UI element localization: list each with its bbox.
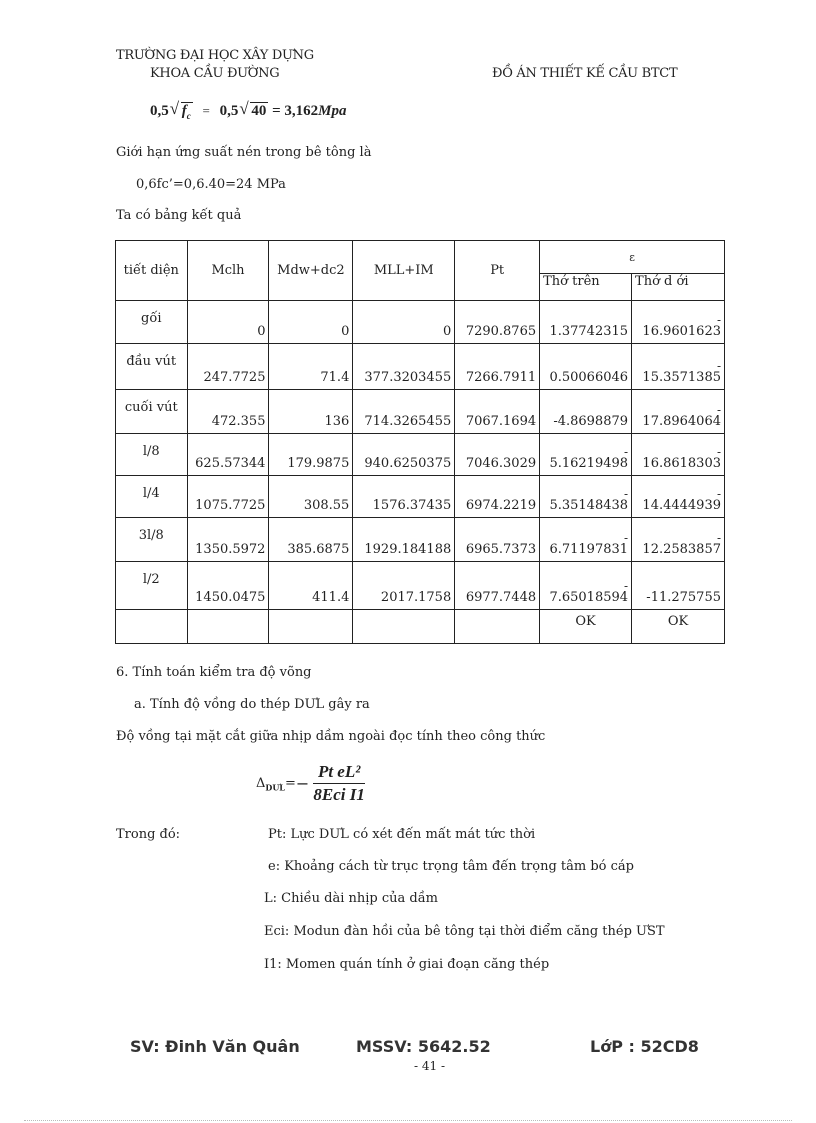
def-e: e: Khoảng cách từ trục trọng tâm đến trọng tâm bó cáp xyxy=(268,859,634,874)
cell-pt: 7067.1694 xyxy=(455,390,540,434)
table-row xyxy=(116,518,725,562)
cell-bottom: - 12.2583857 xyxy=(632,518,725,562)
ok-bottom: OK xyxy=(632,610,725,644)
ok-top: OK xyxy=(540,610,632,644)
row-label: l/8 xyxy=(116,434,188,476)
cell-mdw: 0 xyxy=(269,301,353,344)
compress-limit-value: 0,6fc’=0,6.40=24 MPa xyxy=(136,177,286,192)
table-ok-row xyxy=(116,610,725,644)
cell-top: - 5.16219498 xyxy=(540,434,632,476)
row-label: 3l/8 xyxy=(116,518,188,562)
cell-mclh: 472.355 xyxy=(187,390,269,434)
cell-mdw: 71.4 xyxy=(269,344,353,390)
cell-bottom: - 16.8618303 xyxy=(632,434,725,476)
cell-pt: 6965.7373 xyxy=(455,518,540,562)
header-bottom-fiber: Thớ d ới xyxy=(632,274,725,301)
table-header-row xyxy=(116,241,725,274)
cell-mdw: 411.4 xyxy=(269,562,353,610)
cell-mll: 0 xyxy=(353,301,455,344)
section-6-heading: 6. Tính toán kiểm tra độ võng xyxy=(116,665,312,680)
def-l: L: Chiều dài nhịp của dầm xyxy=(264,891,438,906)
cell-pt: 6977.7448 xyxy=(455,562,540,610)
cell-bottom: - 16.9601623 xyxy=(632,301,725,344)
table-row xyxy=(116,344,725,390)
page-bottom-divider xyxy=(24,1120,792,1121)
row-label: l/4 xyxy=(116,476,188,518)
faculty-name: KHOA CẦU ĐƯỜNG xyxy=(150,66,280,81)
footer-class: LớP : 52CD8 xyxy=(590,1037,699,1056)
header-section: tiết diện xyxy=(116,241,188,301)
cell-mdw: 385.6875 xyxy=(269,518,353,562)
row-label: cuối vút xyxy=(116,390,188,434)
where-label: Trong đó: xyxy=(116,827,181,842)
cell-top: - 5.35148438 xyxy=(540,476,632,518)
cell-top: 0.50066046 xyxy=(540,344,632,390)
empty-cell xyxy=(187,610,269,644)
cell-mclh: 625.57344 xyxy=(187,434,269,476)
cell-pt: 7290.8765 xyxy=(455,301,540,344)
table-row xyxy=(116,390,725,434)
row-label: l/2 xyxy=(116,562,188,610)
row-label: đầu vút xyxy=(116,344,188,390)
empty-cell xyxy=(455,610,540,644)
section-6a-heading: a. Tính độ vồng do thép DƯL gây ra xyxy=(134,697,370,712)
cell-mdw: 136 xyxy=(269,390,353,434)
table-row xyxy=(116,476,725,518)
empty-cell xyxy=(353,610,455,644)
table-row xyxy=(116,301,725,344)
footer-student: SV: Đinh Văn Quân xyxy=(130,1037,300,1056)
cell-top: - 7.65018594 xyxy=(540,562,632,610)
footer-mssv: MSSV: 5642.52 xyxy=(356,1037,491,1056)
school-name: TRƯỜNG ĐẠI HỌC XÂY DỰNG xyxy=(116,48,314,63)
deflection-formula: $\Delta_{DƯL}=-$ $\frac{\text{Pt eL²}}{\text{8Eci I1}}$ xyxy=(256,762,365,804)
def-eci: Eci: Modun đàn hồi của bê tông tại thời điểm căng thép ƯST xyxy=(264,924,665,939)
cell-pt: 6974.2219 xyxy=(455,476,540,518)
cell-mdw: 179.9875 xyxy=(269,434,353,476)
def-i1: I1: Momen quán tính ở giai đoạn căng thép xyxy=(264,957,550,972)
header-top-fiber: Thớ trên xyxy=(540,274,632,301)
table-row xyxy=(116,434,725,476)
cell-bottom: -11.275755 xyxy=(632,562,725,610)
cell-bottom: - 17.8964064 xyxy=(632,390,725,434)
cell-bottom: - 15.3571385 xyxy=(632,344,725,390)
def-pt: Pt: Lực DƯL có xét đến mất mát tức thời xyxy=(268,827,536,842)
header-mll: MLL+IM xyxy=(353,241,455,301)
cell-pt: 7046.3029 xyxy=(455,434,540,476)
project-title: ĐỒ ÁN THIẾT KẾ CẦU BTCT xyxy=(492,66,678,81)
empty-cell xyxy=(116,610,188,644)
cell-mll: 1576.37435 xyxy=(353,476,455,518)
stress-limit-formula: 0,5√ $f_c = 0,5√$ 40 = 3,162Mpa xyxy=(150,102,347,121)
cell-mll: 1929.184188 xyxy=(353,518,455,562)
header-mclh: Mclh xyxy=(187,241,269,301)
cell-mll: 714.3265455 xyxy=(353,390,455,434)
cell-mclh: 1450.0475 xyxy=(187,562,269,610)
deflection-intro: Độ vồng tại mặt cắt giữa nhịp dầm ngoài đọc tính theo công thức xyxy=(116,729,546,744)
table-row xyxy=(116,562,725,610)
cell-mdw: 308.55 xyxy=(269,476,353,518)
cell-mclh: 1075.7725 xyxy=(187,476,269,518)
cell-mclh: 0 xyxy=(187,301,269,344)
cell-mll: 377.3203455 xyxy=(353,344,455,390)
cell-mll: 2017.1758 xyxy=(353,562,455,610)
deflection-fraction: $\frac{\text{Pt eL²}}{\text{8Eci I1}}$ xyxy=(313,762,365,804)
cell-mclh: 247.7725 xyxy=(187,344,269,390)
cell-mll: 940.6250375 xyxy=(353,434,455,476)
table-intro: Ta có bảng kết quả xyxy=(116,208,242,223)
row-label: gối xyxy=(116,301,188,344)
compress-limit-text: Giới hạn ứng suất nén trong bê tông là xyxy=(116,145,372,160)
cell-top: 1.37742315 xyxy=(540,301,632,344)
cell-pt: 7266.7911 xyxy=(455,344,540,390)
cell-top: - 6.71197831 xyxy=(540,518,632,562)
cell-top: -4.8698879 xyxy=(540,390,632,434)
empty-cell xyxy=(269,610,353,644)
cell-bottom: - 14.4444939 xyxy=(632,476,725,518)
header-epsilon: ε xyxy=(540,241,725,274)
header-pt: Pt xyxy=(455,241,540,301)
header-mdw: Mdw+dc2 xyxy=(269,241,353,301)
page-number: - 41 - xyxy=(414,1059,446,1073)
cell-mclh: 1350.5972 xyxy=(187,518,269,562)
results-table xyxy=(115,240,725,644)
